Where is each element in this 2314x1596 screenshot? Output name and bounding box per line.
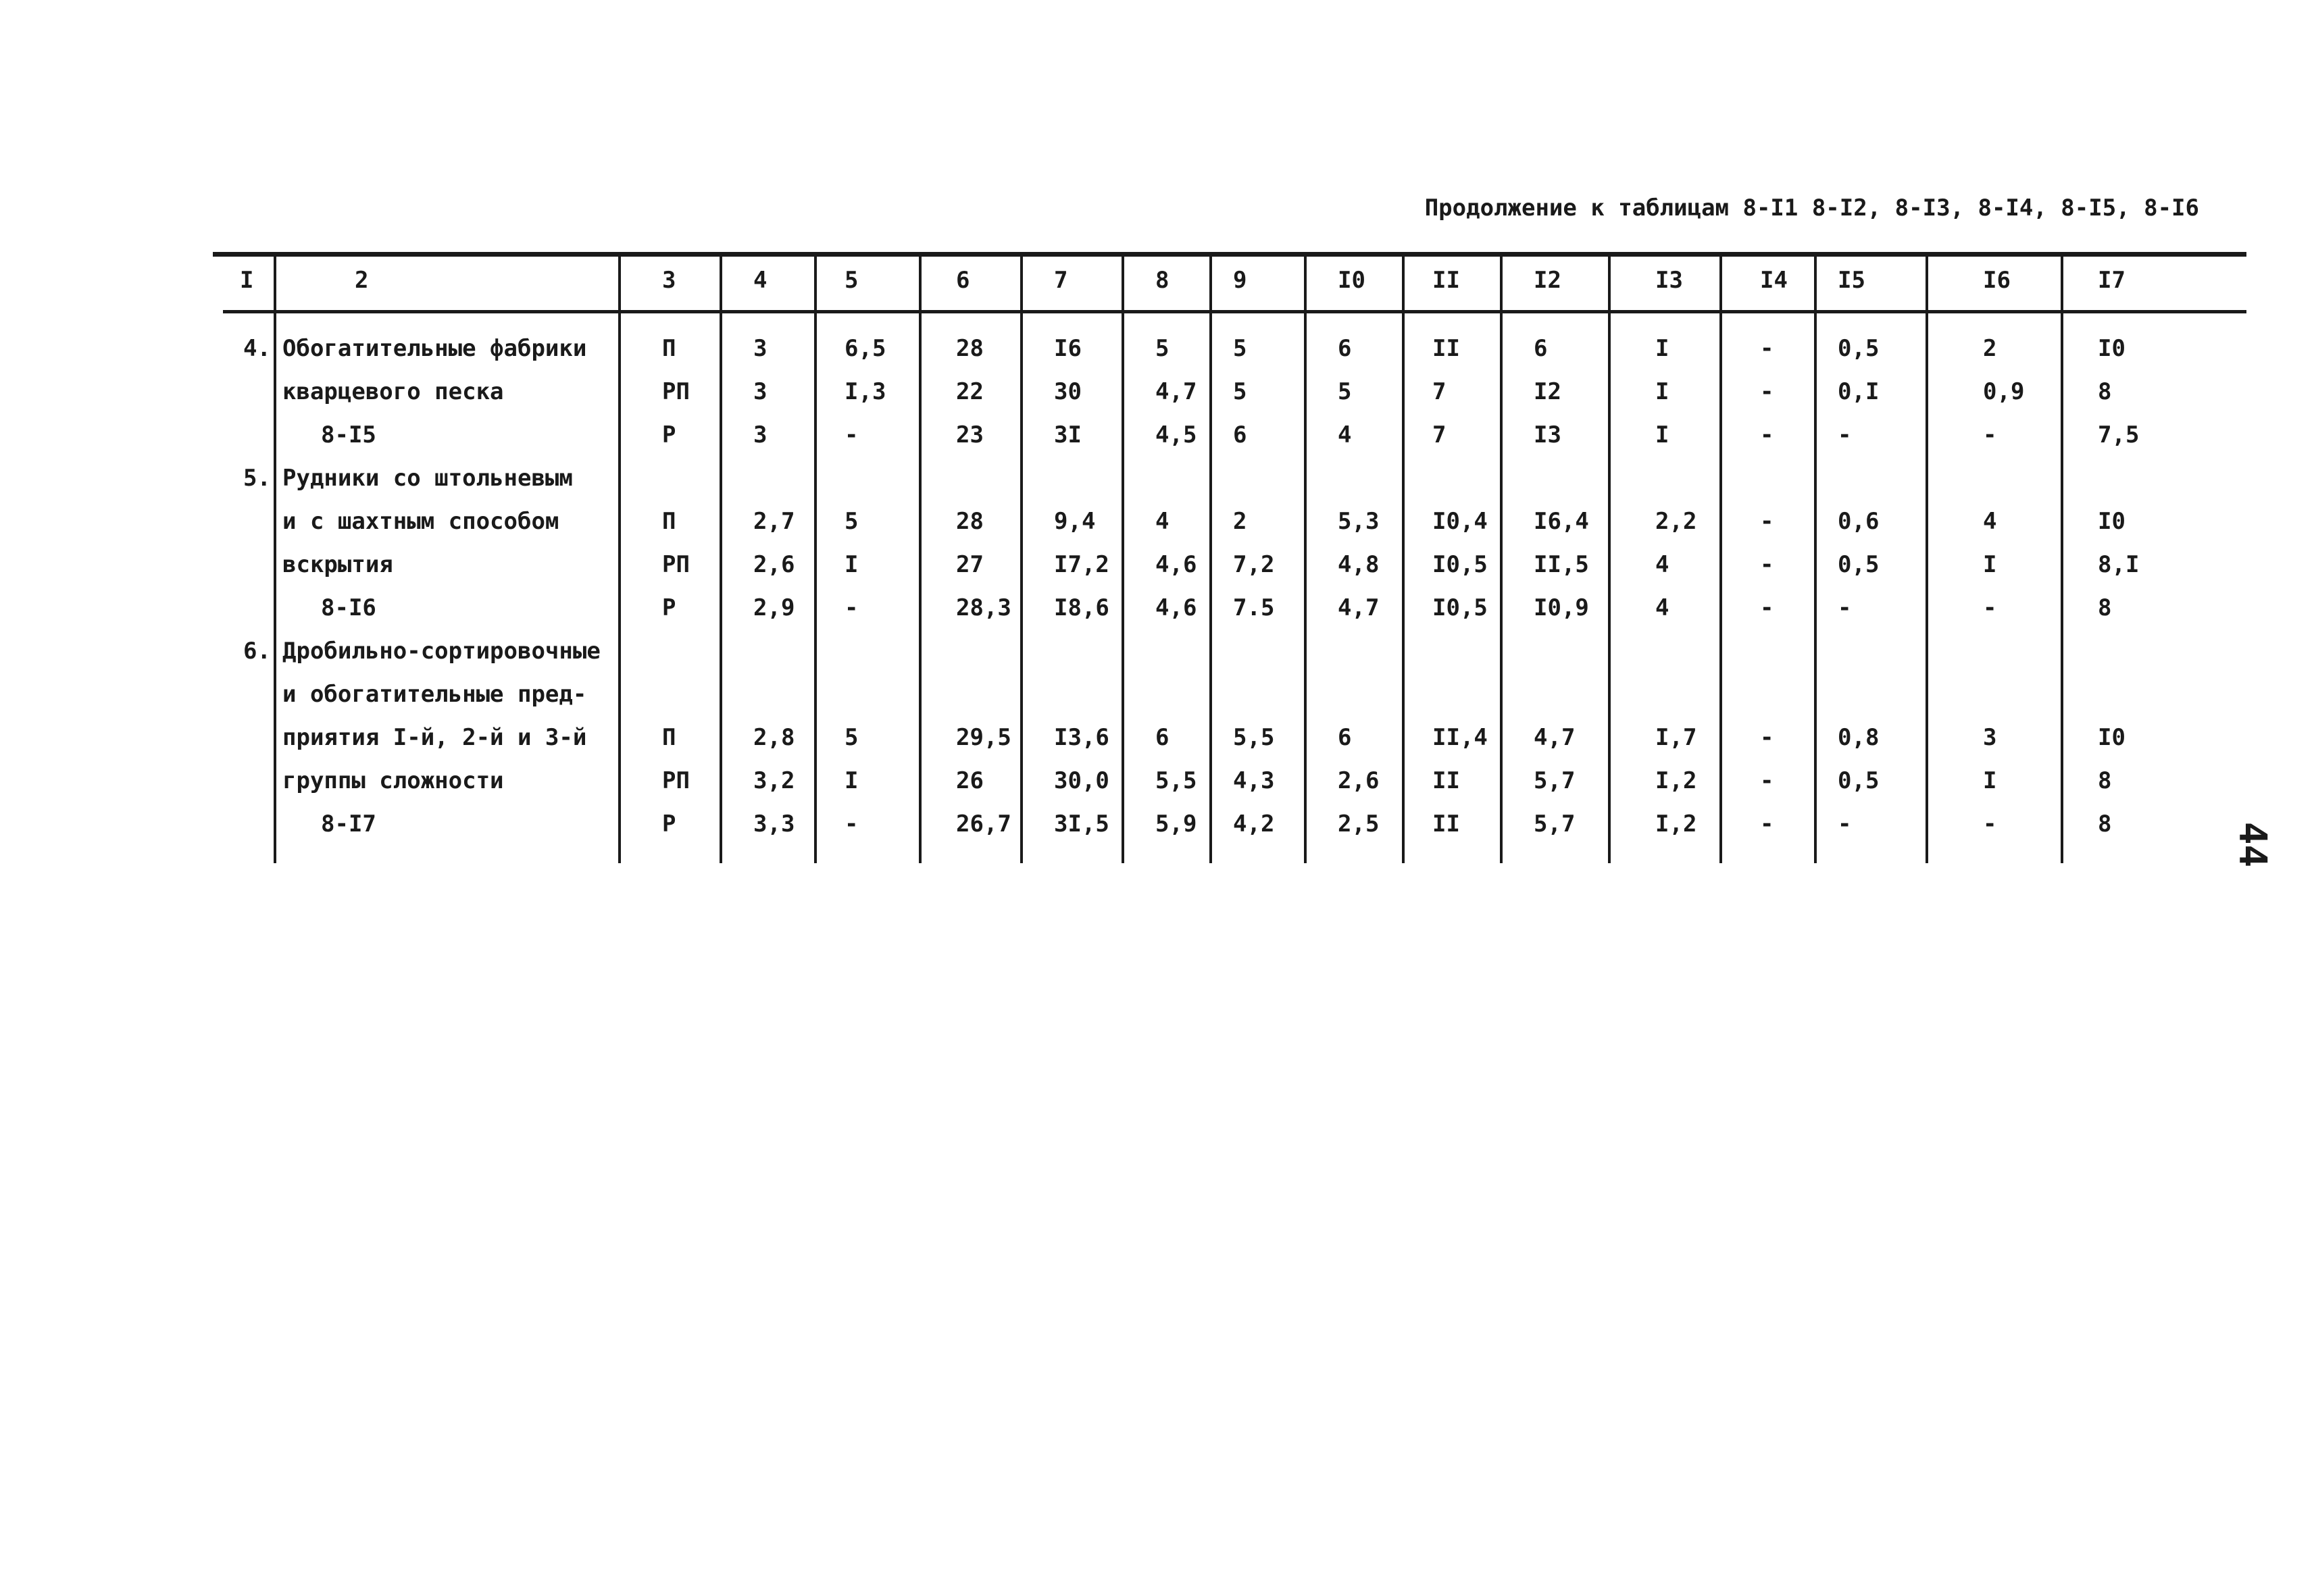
column-header: I2 xyxy=(1534,267,1561,294)
column-divider xyxy=(1209,257,1212,863)
table-cell: 3 xyxy=(753,335,768,362)
table-cell: 0,5 xyxy=(1838,551,1880,578)
table-cell: I xyxy=(1983,767,1997,794)
table-cell: I7,2 xyxy=(1054,551,1109,578)
table-cell: 4 xyxy=(1655,594,1669,621)
table-cell: I xyxy=(1655,335,1669,362)
table-cell: 0,6 xyxy=(1838,508,1880,535)
table-cell: 4,6 xyxy=(1155,594,1197,621)
column-header: 2 xyxy=(355,267,369,294)
table-cell: - xyxy=(845,594,859,621)
table-cell: П xyxy=(662,724,676,751)
table-cell: - xyxy=(1760,724,1774,751)
table-cell: 6 xyxy=(1233,421,1247,448)
table-cell: 0,5 xyxy=(1838,767,1880,794)
table-cell: 28 xyxy=(956,508,984,535)
table-cell: I0,9 xyxy=(1534,594,1589,621)
table-cell: 22 xyxy=(956,378,984,405)
header-bottom-rule xyxy=(223,310,2246,313)
row-description: группы сложности xyxy=(282,767,504,794)
table-cell: 3I,5 xyxy=(1054,810,1109,838)
table-cell: 2,8 xyxy=(753,724,795,751)
table-cell: 4 xyxy=(1655,551,1669,578)
table-cell: I0,5 xyxy=(1432,594,1488,621)
table-cell: I3 xyxy=(1534,421,1561,448)
table-cell: I0 xyxy=(2098,335,2126,362)
table-cell: 7.5 xyxy=(1233,594,1275,621)
table-cell: РП xyxy=(662,378,690,405)
column-divider xyxy=(1304,257,1307,863)
table-cell: 26,7 xyxy=(956,810,1011,838)
table-cell: II,4 xyxy=(1432,724,1488,751)
table-cell: 8 xyxy=(2098,594,2112,621)
row-number: 4. xyxy=(243,335,271,362)
table-cell: 3 xyxy=(1983,724,1997,751)
table-cell: Р xyxy=(662,421,676,448)
table-cell: II xyxy=(1432,810,1460,838)
table-cell: I3,6 xyxy=(1054,724,1109,751)
table-cell: 5,5 xyxy=(1155,767,1197,794)
column-header: I3 xyxy=(1655,267,1683,294)
data-table xyxy=(213,252,2246,863)
table-cell: 5 xyxy=(845,724,859,751)
column-divider xyxy=(1719,257,1722,863)
table-cell: 5 xyxy=(1338,378,1352,405)
column-header: I6 xyxy=(1983,267,2011,294)
column-header: I xyxy=(240,267,254,294)
table-cell: 7,5 xyxy=(2098,421,2140,448)
table-cell: - xyxy=(1838,421,1852,448)
table-cell: 2 xyxy=(1983,335,1997,362)
table-cell: I,3 xyxy=(845,378,886,405)
table-cell: 6 xyxy=(1338,724,1352,751)
table-cell: - xyxy=(1838,810,1852,838)
table-cell: I6 xyxy=(1054,335,1082,362)
row-description: и обогатительные пред- xyxy=(282,681,587,708)
column-divider xyxy=(1500,257,1503,863)
row-description: 8-I7 xyxy=(321,810,376,838)
table-cell: 2 xyxy=(1233,508,1247,535)
table-cell: I6,4 xyxy=(1534,508,1589,535)
column-header: 4 xyxy=(753,267,768,294)
table-cell: 3 xyxy=(753,378,768,405)
column-header: 6 xyxy=(956,267,970,294)
table-cell: 4,7 xyxy=(1534,724,1576,751)
table-cell: 3I xyxy=(1054,421,1082,448)
table-cell: 23 xyxy=(956,421,984,448)
table-cell: РП xyxy=(662,767,690,794)
column-divider xyxy=(274,257,276,863)
column-divider xyxy=(1608,257,1611,863)
table-cell: 5 xyxy=(1233,378,1247,405)
table-cell: I0 xyxy=(2098,508,2126,535)
table-cell: I xyxy=(845,767,859,794)
table-cell: 8,I xyxy=(2098,551,2140,578)
table-cell: 4 xyxy=(1155,508,1169,535)
column-header: 3 xyxy=(662,267,676,294)
table-cell: 5 xyxy=(1155,335,1169,362)
table-cell: 4,2 xyxy=(1233,810,1275,838)
table-cell: 26 xyxy=(956,767,984,794)
table-cell: I xyxy=(1983,551,1997,578)
table-cell: 5 xyxy=(845,508,859,535)
table-top-rule xyxy=(213,252,2246,257)
table-cell: 8 xyxy=(2098,767,2112,794)
table-cell: Р xyxy=(662,594,676,621)
row-number: 6. xyxy=(243,638,271,665)
table-cell: 0,8 xyxy=(1838,724,1880,751)
table-cell: 2,6 xyxy=(1338,767,1380,794)
table-cell: 3 xyxy=(753,421,768,448)
column-divider xyxy=(2061,257,2063,863)
table-cell: 5 xyxy=(1233,335,1247,362)
row-description: Обогатительные фабрики xyxy=(282,335,587,362)
table-cell: 5,7 xyxy=(1534,810,1576,838)
row-description: Дробильно-сортировочные xyxy=(282,638,601,665)
table-cell: - xyxy=(1760,421,1774,448)
table-cell: 6 xyxy=(1338,335,1352,362)
table-cell: - xyxy=(1983,594,1997,621)
table-cell: - xyxy=(1838,594,1852,621)
table-cell: - xyxy=(1983,810,1997,838)
column-header: 5 xyxy=(845,267,859,294)
table-cell: 4,7 xyxy=(1155,378,1197,405)
table-cell: II xyxy=(1432,767,1460,794)
table-cell: 0,5 xyxy=(1838,335,1880,362)
column-divider xyxy=(814,257,817,863)
table-cell: 2,5 xyxy=(1338,810,1380,838)
table-cell: П xyxy=(662,508,676,535)
row-number: 5. xyxy=(243,465,271,492)
table-cell: 4,6 xyxy=(1155,551,1197,578)
row-description: кварцевого песка xyxy=(282,378,504,405)
table-cell: 27 xyxy=(956,551,984,578)
table-cell: - xyxy=(1983,421,1997,448)
page-number: 44 xyxy=(2230,821,2275,868)
table-cell: - xyxy=(845,810,859,838)
table-cell: I xyxy=(845,551,859,578)
column-header: 9 xyxy=(1233,267,1247,294)
table-cell: 28 xyxy=(956,335,984,362)
table-cell: II,5 xyxy=(1534,551,1589,578)
table-cell: 5,5 xyxy=(1233,724,1275,751)
row-description: и с шахтным способом xyxy=(282,508,559,535)
table-cell: РП xyxy=(662,551,690,578)
column-header: I4 xyxy=(1760,267,1788,294)
column-divider xyxy=(1814,257,1817,863)
table-cell: - xyxy=(845,421,859,448)
row-description: приятия I-й, 2-й и 3-й xyxy=(282,724,587,751)
column-divider xyxy=(1020,257,1023,863)
table-cell: 5,3 xyxy=(1338,508,1380,535)
column-header: II xyxy=(1432,267,1460,294)
column-divider xyxy=(1122,257,1124,863)
table-continuation-caption: Продолжение к таблицам 8-I1 8-I2, 8-I3, 8-I4, 8-I5, 8-I6 xyxy=(1424,195,2199,222)
table-cell: 7 xyxy=(1432,421,1447,448)
table-cell: I,2 xyxy=(1655,767,1697,794)
table-cell: - xyxy=(1760,594,1774,621)
column-header: 7 xyxy=(1054,267,1068,294)
table-cell: 28,3 xyxy=(956,594,1011,621)
column-divider xyxy=(1926,257,1928,863)
table-cell: 9,4 xyxy=(1054,508,1096,535)
column-header: I7 xyxy=(2098,267,2126,294)
table-cell: 3,3 xyxy=(753,810,795,838)
table-cell: II xyxy=(1432,335,1460,362)
table-cell: Р xyxy=(662,810,676,838)
row-description: Рудники со штольневым xyxy=(282,465,573,492)
column-divider xyxy=(720,257,722,863)
column-divider xyxy=(618,257,621,863)
table-cell: - xyxy=(1760,810,1774,838)
table-cell: 4,3 xyxy=(1233,767,1275,794)
table-cell: 5,9 xyxy=(1155,810,1197,838)
table-cell: 0,I xyxy=(1838,378,1880,405)
column-divider xyxy=(919,257,922,863)
column-divider xyxy=(1402,257,1405,863)
table-cell: 7,2 xyxy=(1233,551,1275,578)
table-cell: I,2 xyxy=(1655,810,1697,838)
table-cell: 4 xyxy=(1338,421,1352,448)
table-cell: 2,2 xyxy=(1655,508,1697,535)
table-cell: 30,0 xyxy=(1054,767,1109,794)
table-cell: 0,9 xyxy=(1983,378,2025,405)
table-cell: 8 xyxy=(2098,810,2112,838)
row-description: вскрытия xyxy=(282,551,393,578)
table-cell: 6 xyxy=(1534,335,1548,362)
table-cell: 29,5 xyxy=(956,724,1011,751)
table-cell: 30 xyxy=(1054,378,1082,405)
row-description: 8-I5 xyxy=(321,421,376,448)
table-cell: I0 xyxy=(2098,724,2126,751)
table-cell: 2,7 xyxy=(753,508,795,535)
table-cell: I8,6 xyxy=(1054,594,1109,621)
table-cell: 4,5 xyxy=(1155,421,1197,448)
column-header: I5 xyxy=(1838,267,1865,294)
table-cell: I xyxy=(1655,421,1669,448)
table-cell: 3,2 xyxy=(753,767,795,794)
table-cell: 4,7 xyxy=(1338,594,1380,621)
row-description: 8-I6 xyxy=(321,594,376,621)
table-cell: 6 xyxy=(1155,724,1169,751)
table-cell: 8 xyxy=(2098,378,2112,405)
table-cell: - xyxy=(1760,508,1774,535)
table-cell: 4 xyxy=(1983,508,1997,535)
table-cell: 5,7 xyxy=(1534,767,1576,794)
table-cell: 4,8 xyxy=(1338,551,1380,578)
table-cell: - xyxy=(1760,551,1774,578)
table-cell: - xyxy=(1760,767,1774,794)
table-cell: 7 xyxy=(1432,378,1447,405)
table-cell: I0,5 xyxy=(1432,551,1488,578)
table-cell: 2,9 xyxy=(753,594,795,621)
table-cell: I2 xyxy=(1534,378,1561,405)
table-cell: - xyxy=(1760,335,1774,362)
table-cell: I0,4 xyxy=(1432,508,1488,535)
column-header: I0 xyxy=(1338,267,1365,294)
column-header: 8 xyxy=(1155,267,1169,294)
table-cell: - xyxy=(1760,378,1774,405)
table-cell: П xyxy=(662,335,676,362)
table-cell: 6,5 xyxy=(845,335,886,362)
table-cell: I,7 xyxy=(1655,724,1697,751)
table-cell: 2,6 xyxy=(753,551,795,578)
table-cell: I xyxy=(1655,378,1669,405)
